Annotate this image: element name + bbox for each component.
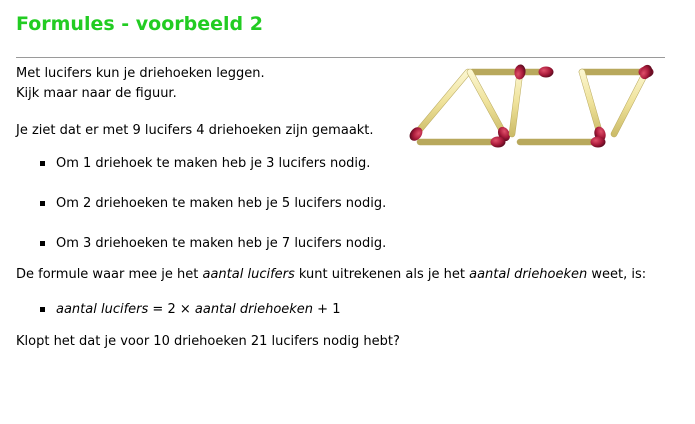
matchstick-head: [539, 67, 554, 78]
matchstick-stick: [582, 72, 600, 134]
question-text: Klopt het dat je voor 10 driehoeken 21 lucifers nodig hebt?: [16, 334, 400, 349]
title-divider: [16, 57, 665, 58]
formula-intro-italic1: aantal lucifers: [202, 267, 295, 282]
formula-intro-italic2: aantal driehoeken: [469, 267, 588, 282]
matchstick-head: [591, 137, 606, 148]
formula-intro-part1: De formule waar mee je het: [16, 267, 203, 282]
bullet-marker: [40, 241, 45, 246]
formula-intro: [16, 265, 646, 285]
intro-line-2: Kijk maar naar de figuur.: [16, 86, 177, 101]
matchstick: [470, 72, 512, 143]
formula-plus: + 1: [313, 302, 341, 317]
matchstick-head: [491, 137, 506, 148]
list-item-1: Om 1 driehoek te maken heb je 3 lucifers nodig.: [56, 156, 371, 171]
list-item-3: Om 3 driehoeken te maken heb je 7 lucifers nodig.: [56, 236, 387, 251]
intro-line-1: Met lucifers kun je driehoeken leggen.: [16, 66, 265, 81]
matchstick: [472, 67, 554, 78]
matchstick: [408, 72, 468, 143]
matchstick-stick: [470, 72, 504, 134]
matchstick-stick: [614, 72, 646, 134]
formula: [56, 300, 340, 320]
matchstick: [520, 137, 606, 148]
matchstick-stick: [416, 72, 468, 134]
bullet-marker: [40, 201, 45, 206]
formula-eq: = 2 ×: [148, 302, 195, 317]
formula-var1: aantal lucifers: [56, 302, 149, 317]
matchstick-triangles-illustration: [408, 62, 658, 154]
formula-var2: aantal driehoeken: [194, 302, 314, 317]
formula-intro-part2: kunt uitrekenen als je het: [294, 267, 470, 282]
bullet-marker: [40, 161, 45, 166]
page-title: Formules - voorbeeld 2: [16, 13, 263, 35]
matchstick: [582, 72, 607, 143]
matchstick-head: [514, 64, 527, 80]
list-item-2: Om 2 driehoeken te maken heb je 5 lucifers nodig.: [56, 196, 387, 211]
matchstick: [420, 137, 506, 148]
bullet-marker: [40, 307, 45, 312]
observation-text: Je ziet dat er met 9 lucifers 4 driehoeken zijn gemaakt.: [16, 123, 374, 138]
formula-intro-part3: weet, is:: [587, 267, 647, 282]
